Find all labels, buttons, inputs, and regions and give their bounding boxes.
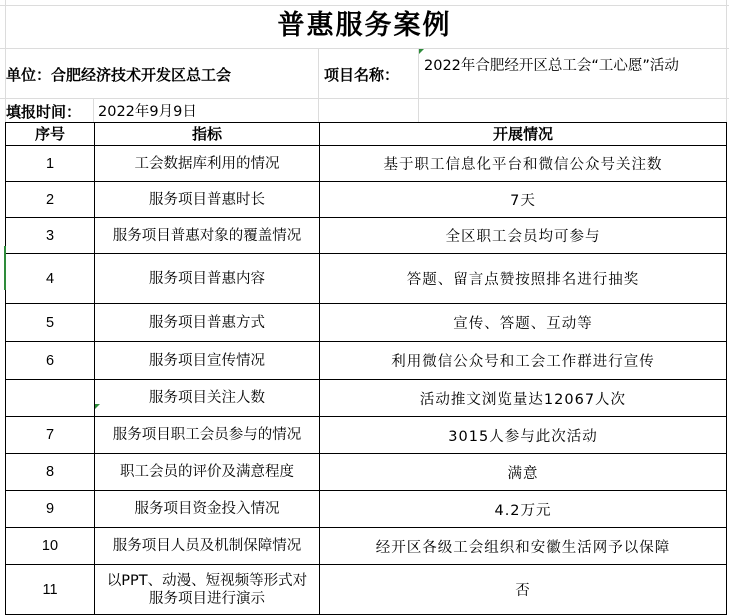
header-status: 开展情况 bbox=[320, 123, 727, 146]
row-status: 答题、留言点赞按照排名进行抽奖 bbox=[320, 254, 727, 304]
row-status: 基于职工信息化平台和微信公众号关注数 bbox=[320, 146, 727, 182]
table-row bbox=[6, 417, 727, 454]
row-indicator: 工会数据库利用的情况 bbox=[95, 146, 320, 182]
row-no: 9 bbox=[6, 491, 95, 528]
row-indicator: 服务项目普惠对象的覆盖情况 bbox=[95, 218, 320, 254]
cell-comment-marker bbox=[419, 49, 424, 54]
gridline bbox=[318, 48, 319, 122]
row-indicator: 服务项目资金投入情况 bbox=[95, 491, 320, 528]
table-row bbox=[6, 342, 727, 380]
gridline bbox=[93, 98, 94, 122]
service-case-table bbox=[5, 122, 727, 615]
row-no: 2 bbox=[6, 182, 95, 218]
row-status: 全区职工会员均可参与 bbox=[320, 218, 727, 254]
row-no: 11 bbox=[6, 565, 95, 615]
table-row bbox=[6, 304, 727, 342]
unit-label: 单位：合肥经济技术开发区总工会 bbox=[6, 66, 232, 84]
table-row bbox=[6, 218, 727, 254]
row-no: 4 bbox=[6, 254, 95, 304]
table-row bbox=[6, 254, 727, 304]
row-status: 满意 bbox=[320, 454, 727, 491]
table-row bbox=[6, 182, 727, 218]
row-indicator: 服务项目人员及机制保障情况 bbox=[95, 528, 320, 565]
row-indicator: 职工会员的评价及满意程度 bbox=[95, 454, 320, 491]
report-time-label: 填报时间： bbox=[6, 103, 82, 121]
row-status: 否 bbox=[320, 565, 727, 615]
row-no: 6 bbox=[6, 342, 95, 380]
table-row bbox=[6, 565, 727, 615]
row-indicator: 服务项目普惠方式 bbox=[95, 304, 320, 342]
row-indicator: 服务项目关注人数 bbox=[95, 380, 320, 417]
header-no: 序号 bbox=[6, 123, 95, 146]
row-no: 5 bbox=[6, 304, 95, 342]
row-indicator: 服务项目普惠时长 bbox=[95, 182, 320, 218]
row-indicator: 服务项目宣传情况 bbox=[95, 342, 320, 380]
project-name-label: 项目名称： bbox=[324, 66, 400, 84]
row-indicator: 服务项目职工会员参与的情况 bbox=[95, 417, 320, 454]
table-header-row bbox=[6, 123, 727, 146]
page-title: 普惠服务案例 bbox=[277, 10, 452, 41]
row-status: 7天 bbox=[320, 182, 727, 218]
table-row bbox=[6, 528, 727, 565]
row-status: 宣传、答题、互动等 bbox=[320, 304, 727, 342]
row-status: 4.2万元 bbox=[320, 491, 727, 528]
row-no: 1 bbox=[6, 146, 95, 182]
table-row bbox=[6, 380, 727, 417]
row-indicator: 以PPT、动漫、短视频等形式对服务项目进行演示 bbox=[95, 565, 320, 615]
table-row bbox=[6, 491, 727, 528]
row-no bbox=[6, 380, 95, 417]
gridline bbox=[0, 48, 729, 49]
selection-edge bbox=[4, 246, 6, 290]
report-time-value: 2022年9月9日 bbox=[98, 104, 197, 120]
row-status: 3015人参与此次活动 bbox=[320, 417, 727, 454]
row-status: 利用微信公众号和工会工作群进行宣传 bbox=[320, 342, 727, 380]
row-no: 3 bbox=[6, 218, 95, 254]
row-status: 活动推文浏览量达12067人次 bbox=[320, 380, 727, 417]
row-no: 7 bbox=[6, 417, 95, 454]
gridline bbox=[0, 98, 729, 99]
table-row bbox=[6, 454, 727, 491]
row-indicator: 服务项目普惠内容 bbox=[95, 254, 320, 304]
header-indicator: 指标 bbox=[95, 123, 320, 146]
table-row bbox=[6, 146, 727, 182]
row-no: 10 bbox=[6, 528, 95, 565]
cell-comment-marker bbox=[95, 404, 100, 409]
row-no: 8 bbox=[6, 454, 95, 491]
row-status: 经开区各级工会组织和安徽生活网予以保障 bbox=[320, 528, 727, 565]
gridline bbox=[418, 48, 419, 122]
project-name-value: 2022年合肥经开区总工会“工心愿”活动 bbox=[424, 58, 679, 74]
